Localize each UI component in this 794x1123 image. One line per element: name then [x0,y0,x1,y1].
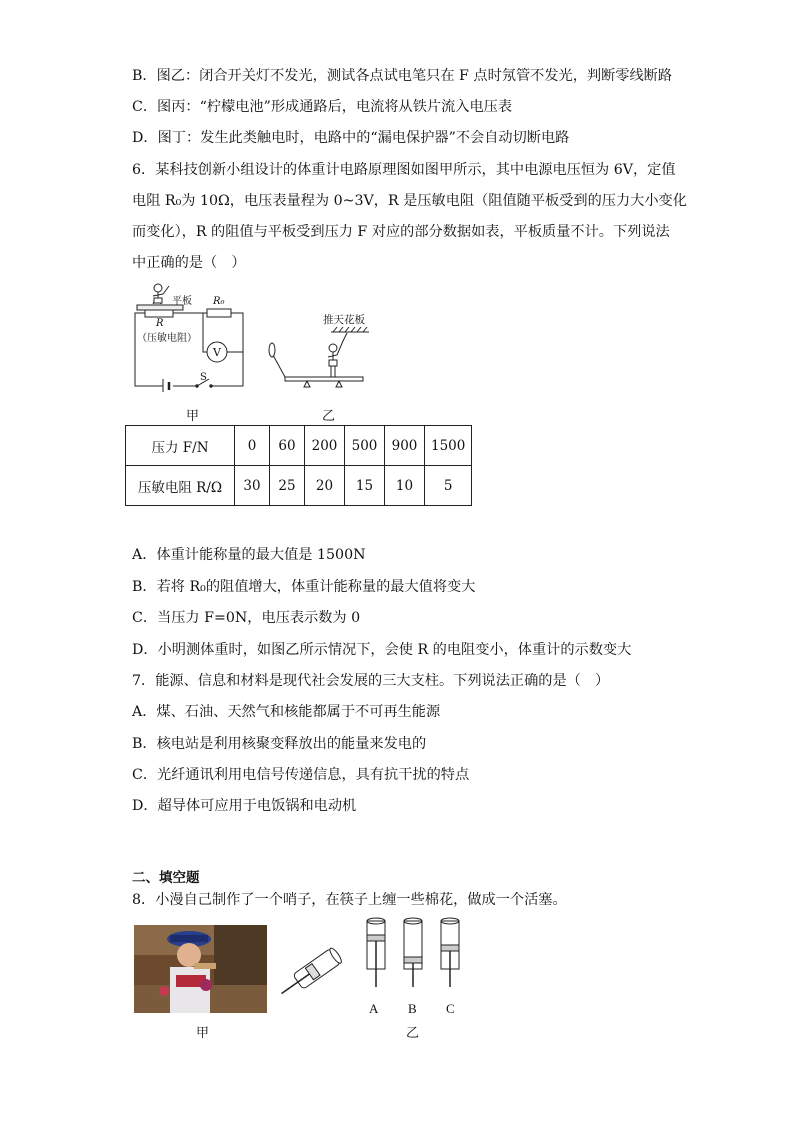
table-cell: 30 [235,466,270,506]
scale-handle [269,343,275,357]
table-cell: 900 [385,426,425,466]
plate-label: 平板 [172,296,192,307]
ceiling-hatch [331,327,369,332]
pressure-resistor-label: R [156,318,164,329]
tube-label-a: A [369,1001,379,1016]
scale-plate [285,377,363,381]
table-cell: 500 [345,426,385,466]
row-header-force: 压力 F/N [126,426,235,466]
table-cell: 25 [270,466,305,506]
tubes-diagram-yi [358,915,468,1005]
table-row-force [126,426,472,466]
r0-label: R₀ [213,296,225,307]
q6-option-d: D．小明测体重时，如图乙所示情况下，会使 R 的电阻变小，体重计的示数变大 [132,642,632,658]
q6-option-b: B．若将 R₀的阻值增大，体重计能称量的最大值将变大 [132,579,476,595]
q8-caption-yi: 乙 [406,1026,420,1041]
table-cell: 0 [235,426,270,466]
section-title-fill-in: 二、填空题 [132,870,200,886]
whistle-drawing [275,940,355,1010]
q7-option-b: B．核电站是利用核聚变释放出的能量来发电的 [132,736,427,752]
q6-option-a: A．体重计能称量的最大值是 1500N [132,547,366,563]
table-cell: 20 [305,466,345,506]
q6-option-c: C．当压力 F=0N，电压表示数为 0 [132,610,361,626]
circuit-diagram-jia [125,282,255,392]
q5-option-c: C．图丙：“柠檬电池”形成通路后，电流将从铁片流入电压表 [132,99,513,115]
figure-yi-caption: 乙 [322,409,336,424]
q5-option-b: B．图乙：闭合开关灯不发光，测试各点试电笔只在 F 点时氖管不发光，判断零线断路 [132,68,673,84]
person-pushing-icon [328,333,347,377]
q7-stem: 7．能源、信息和材料是现代社会发展的三大支柱。下列说法正确的是（ ） [132,673,610,689]
person-on-plate-icon [153,284,169,304]
voltmeter-label: V [213,346,221,359]
r0-resistor [207,309,231,317]
tube-label-b: B [408,1001,417,1016]
photo-girl-playing-whistle [134,925,267,1013]
q8-caption-jia: 甲 [196,1026,210,1041]
ceiling-label: 推天花板 [323,314,365,326]
scale-supports [304,381,342,387]
q7-option-c: C．光纤通讯利用电信号传递信息，具有抗干扰的特点 [132,767,470,783]
q6-stem-line-2: 电阻 R₀为 10Ω，电压表量程为 0~3V，R 是压敏电阻（阻值随平板受到的压力大小变化 [132,193,687,209]
table-cell: 1500 [425,426,472,466]
battery-symbol [163,379,173,392]
q5-option-d: D．图丁：发生此类触电时，电路中的“漏电保护器”不会自动切断电路 [132,130,570,146]
pressure-resistor [145,310,173,317]
row-header-resistance: 压敏电阻 R/Ω [126,466,235,506]
q7-option-d: D．超导体可应用于电饭锅和电动机 [132,798,357,814]
q6-stem-line-4: 中正确的是（ ） [132,255,246,271]
table-cell: 200 [305,426,345,466]
table-cell: 5 [425,466,472,506]
q6-stem-line-3: 而变化），R 的阻值与平板受到压力 F 对应的部分数据如表，平板质量不计。下列说法 [132,224,670,240]
scale-push-ceiling-diagram-yi [265,305,375,395]
q6-stem-line-1: 6．某科技创新小组设计的体重计电路原理图如图甲所示，其中电源电压恒为 6V，定值 [132,162,676,178]
table-cell: 10 [385,466,425,506]
pressure-resistor-note: （压敏电阻） [137,333,197,344]
table-cell: 15 [345,466,385,506]
q8-stem: 8．小漫自己制作了一个哨子，在筷子上缠一些棉花，做成一个活塞。 [132,892,567,908]
table-row-resistance [126,466,472,506]
figure-jia-caption: 甲 [186,409,200,424]
tube-label-c: C [446,1001,455,1016]
table-cell: 60 [270,426,305,466]
force-resistance-table [125,425,472,506]
q7-option-a: A．煤、石油、天然气和核能都属于不可再生能源 [132,704,441,720]
switch-label: S [200,372,207,383]
